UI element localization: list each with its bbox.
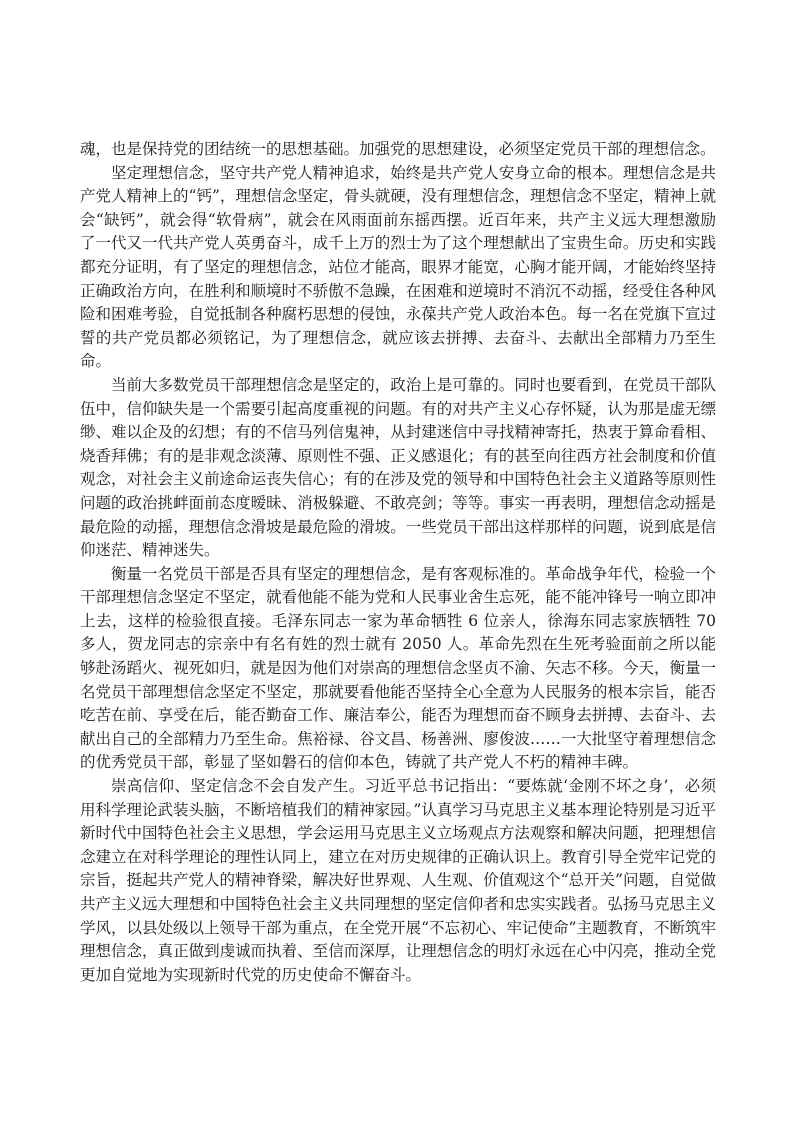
paragraph-5: 崇高信仰、坚定信念不会自发产生。习近平总书记指出：“要炼就‘金刚不坏之身’，必须用科学理论武装头脑，不断培植我们的精神家园。”认真学习马克思主义基本理论特别是习近平新时代中国特色社会主义思想，学会运用马克思主义立场观点方法观察和解决问题，把理想信念建立在对科学理论的理性认同上，建立在对历史规律的正确认识上。教育引导全党牢记党的宗旨，挺起共产党人的精神脊梁，解决好世界观、人生观、价值观这个“总开关”问题，自觉做共产主义远大理想和中国特色社会主义共同理想的坚定信仰者和忠实实践者。弘扬马克思主义学风，以县处级以上领导干部为重点，在全党开展“不忘初心、牢记使命”主题教育，不断筑牢理想信念，真正做到虔诚而执着、至信而深厚，让理想信念的明灯永远在心中闪亮，推动全党更加自觉地为实现新时代党的历史使命不懈奋斗。 xyxy=(80,777,716,984)
paragraph-3: 当前大多数党员干部理想信念是坚定的，政治上是可靠的。同时也要看到，在党员干部队伍中，信仰缺失是一个需要引起高度重视的问题。有的对共产主义心存怀疑，认为那是虚无缥缈、难以企及的幻想；有的不信马列信鬼神，从封建迷信中寻找精神寄托，热衷于算命看相、烧香拜佛；有的是非观念淡薄、原则性不强、正义感退化；有的甚至向往西方社会制度和价值观念，对社会主义前途命运丧失信心；有的在涉及党的领导和中国特色社会主义道路等原则性问题的政治挑衅面前态度暧昧、消极躲避、不敢亮剑；等等。事实一再表明，理想信念动摇是最危险的动摇，理想信念滑坡是最危险的滑坡。一些党员干部出这样那样的问题，说到底是信仰迷茫、精神迷失。 xyxy=(80,375,716,560)
paragraph-2: 坚定理想信念，坚守共产党人精神追求，始终是共产党人安身立命的根本。理想信念是共产党人精神上的“钙”，理想信念坚定，骨头就硬，没有理想信念，理想信念不坚定，精神上就会“缺钙”，就会得“软骨病”，就会在风雨面前东摇西摆。近百年来，共产主义远大理想激励了一代又一代共产党人英勇奋斗，成千上万的烈士为了这个理想献出了宝贵生命。历史和实践都充分证明，有了坚定的理想信念，站位才能高，眼界才能宽，心胸才能开阔，才能始终坚持正确政治方向，在胜利和顺境时不骄傲不急躁，在困难和逆境时不消沉不动摇，经受住各种风险和困难考验，自觉抵制各种腐朽思想的侵蚀，永葆共产党人政治本色。每一名在党旗下宣过誓的共产党员都必须铭记，为了理想信念，就应该去拼搏、去奋斗、去献出全部精力乃至生命。 xyxy=(80,163,716,371)
paragraph-1: 魂，也是保持党的团结统一的思想基础。加强党的思想建设，必须坚定党员干部的理想信念。 xyxy=(80,140,716,158)
document-body xyxy=(80,138,716,987)
paragraph-4: 衡量一名党员干部是否具有坚定的理想信念，是有客观标准的。革命战争年代，检验一个干部理想信念坚定不坚定，就看他能不能为党和人民事业舍生忘死，能不能冲锋号一响立即冲上去，这样的检验很直接。毛泽东同志一家为革命牺牲 6 位亲人，徐海东同志家族牺牲 70 多人，贺龙同志的宗亲中有名有姓的烈士就有 2050 人。革命先烈在生死考验面前之所以能够赴汤蹈火、视死如归，就是因为他们对崇高的理想信念坚贞不渝、矢志不移。今天，衡量一名党员干部理想信念坚定不坚定，那就要看他能否坚持全心全意为人民服务的根本宗旨，能否吃苦在前、享受在后，能否勤奋工作、廉洁奉公，能否为理想而奋不顾身去拼搏、去奋斗、去献出自己的全部精力乃至生命。焦裕禄、谷文昌、杨善洲、廖俊波……一大批坚守着理想信念的优秀党员干部，彰显了坚如磐石的信仰本色，铸就了共产党人不朽的精神丰碑。 xyxy=(80,564,716,772)
